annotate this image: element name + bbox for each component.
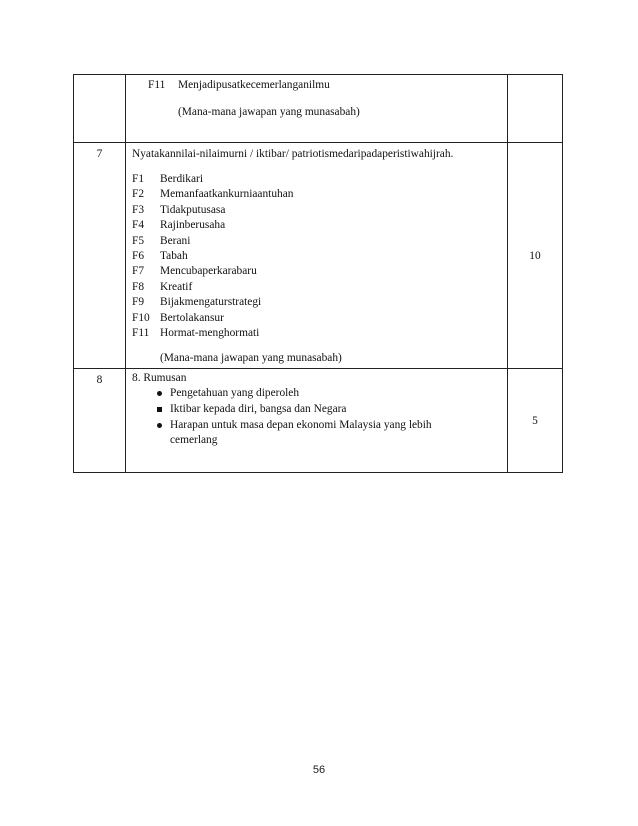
item-text: Tabah [160, 249, 188, 262]
bullet-text: Pengetahuan yang diperoleh [170, 387, 300, 399]
marks-cell: 10 [508, 143, 563, 369]
item-code: F5 [132, 234, 145, 247]
item-code: F4 [132, 219, 145, 232]
list-item [132, 172, 507, 187]
item-code: F2 [132, 188, 145, 201]
bullet-text: Harapan untuk masa depan ekonomi Malaysia yang lebih cemerlang [170, 419, 432, 446]
list-item [132, 295, 507, 310]
list-item [148, 402, 507, 416]
section-heading: 8. Rumusan [132, 372, 187, 384]
item-text: Menjadipusatkecemerlanganilmu [178, 79, 330, 91]
question-number-cell: 7 [74, 143, 126, 369]
item-text: Kreatif [160, 280, 193, 293]
item-code: F11 [132, 326, 150, 339]
list-item [132, 234, 507, 249]
answer-cell [126, 75, 508, 143]
bullet-square-icon [148, 402, 170, 416]
table-row [74, 75, 563, 143]
list-item [148, 386, 507, 400]
bullet-dot-icon [148, 418, 170, 446]
item-code: F1 [132, 173, 145, 185]
table-row [74, 369, 563, 473]
question-number-cell [74, 75, 126, 143]
list-item [132, 264, 507, 279]
item-text: Memanfaatkankurniaantuhan [160, 188, 294, 201]
answer-cell [126, 143, 508, 369]
item-text: Bertolakansur [160, 311, 224, 324]
list-item [132, 311, 507, 326]
answer-cell [126, 369, 508, 473]
bullet-dot-icon [148, 386, 170, 400]
item-code: F8 [132, 280, 145, 293]
item-code: F10 [132, 311, 150, 324]
list-item [132, 203, 507, 218]
item-code: F9 [132, 296, 145, 309]
list-item [132, 280, 507, 295]
item-text: Hormat-menghormati [160, 326, 260, 339]
item-text: Bijakmengaturstrategi [160, 296, 262, 309]
item-text: Berdikari [160, 173, 204, 185]
item-code: F11 [148, 79, 166, 91]
list-item [132, 249, 507, 264]
question-number-cell: 8 [74, 369, 126, 473]
answer-scheme-table [73, 74, 563, 473]
value-list [132, 172, 507, 341]
marks-cell: 5 [508, 369, 563, 473]
table-row [74, 143, 563, 369]
list-item [148, 78, 507, 92]
item-text: Berani [160, 234, 191, 247]
list-item [132, 326, 507, 341]
item-code: F6 [132, 249, 145, 262]
list-item [148, 418, 507, 446]
item-text: Tidakputusasa [160, 203, 226, 216]
item-text: Mencubaperkarabaru [160, 265, 257, 278]
item-text: Rajinberusaha [160, 219, 226, 232]
acceptance-note: (Mana-mana jawapan yang munasabah) [178, 106, 360, 118]
question-text: Nyatakannilai-nilaimurni / iktibar/ patriotismedaripadaperistiwahijrah. [132, 148, 454, 160]
item-code: F7 [132, 265, 145, 278]
item-code: F3 [132, 203, 145, 216]
list-item [132, 187, 507, 202]
page-number: 56 [312, 764, 326, 776]
bullet-text: Iktibar kepada diri, bangsa dan Negara [170, 403, 347, 416]
marks-cell [508, 75, 563, 143]
summary-list [132, 386, 507, 447]
acceptance-note: (Mana-mana jawapan yang munasabah) [160, 352, 342, 365]
list-item [132, 218, 507, 233]
